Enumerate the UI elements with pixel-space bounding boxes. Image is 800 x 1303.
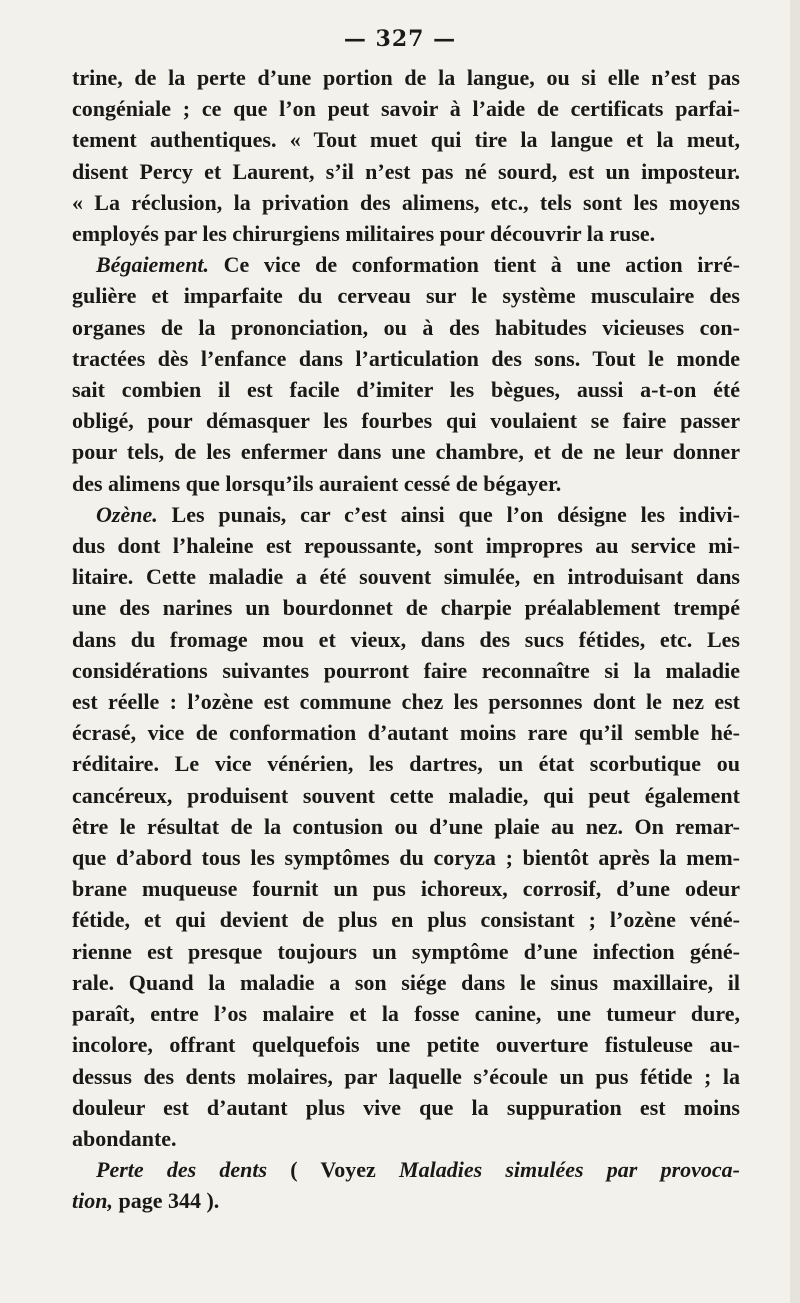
text-line: [72, 967, 740, 998]
text-line: [72, 436, 740, 467]
line-text: litaire. Cette maladie a été souvent simulée, en introduisant dans: [72, 564, 740, 590]
line-text: douleur est d’autant plus vive que la suppuration est moins: [72, 1094, 740, 1120]
line-text: cancéreux, produisent souvent cette maladie, qui peut également: [72, 782, 740, 808]
text-line: [72, 904, 740, 935]
text-line: [72, 873, 740, 904]
line-text: rale. Quand la maladie a son siége dans le sinus maxillaire, il: [72, 969, 740, 995]
text-line: [72, 468, 740, 499]
line-text: une des narines un bourdonnet de charpie préalablement trempé: [72, 595, 740, 621]
text-line: [72, 499, 740, 530]
line-text: brane muqueuse fournit un pus ichoreux, corrosif, d’une odeur: [72, 876, 740, 902]
line-text: incolore, offrant quelquefois une petite ouverture fistuleuse au-: [72, 1032, 740, 1058]
page-number: — 327 —: [343, 26, 457, 52]
text-line: [72, 1061, 740, 1092]
line-text: Les punais, car c’est ainsi que l’on désigne les indivi-: [157, 501, 740, 527]
page-edge: [790, 0, 800, 1303]
text-line: [72, 998, 740, 1029]
line-text: employés par les chirurgiens militaires pour découvrir la ruse.: [72, 221, 656, 247]
text-line: [72, 530, 740, 561]
entry-term: Perte des dents: [96, 1157, 268, 1183]
text-line: [72, 842, 740, 873]
text-line: [72, 1029, 740, 1060]
line-text: ( Voyez: [267, 1157, 400, 1183]
text-line: [72, 780, 740, 811]
text-line: [72, 561, 740, 592]
text-line: [72, 686, 740, 717]
text-line: [72, 1154, 740, 1185]
line-text: page 344 ).: [112, 1188, 220, 1214]
text-line: [72, 811, 740, 842]
text-line: [72, 1092, 740, 1123]
line-text: obligé, pour démasquer les fourbes qui voulaient se faire passer: [72, 408, 740, 434]
line-text: congéniale ; ce que l’on peut savoir à l’aide de certificats parfai-: [72, 96, 740, 122]
line-text: paraît, entre l’os malaire et la fosse canine, une tumeur dure,: [72, 1001, 740, 1027]
text-line: [72, 717, 740, 748]
entry-term: Ozène.: [96, 501, 158, 527]
line-text: tractées dès l’enfance dans l’articulation des sons. Tout le monde: [72, 345, 740, 371]
text-line: [72, 655, 740, 686]
text-line: [72, 280, 740, 311]
line-text: rienne est presque toujours un symptôme d’une infection géné-: [72, 938, 740, 964]
line-text: « La réclusion, la privation des alimens, etc., tels sont les moyens: [72, 189, 740, 215]
line-text: organes de la prononciation, ou à des habitudes vicieuses con-: [72, 314, 740, 340]
cross-reference-title: tion,: [72, 1188, 113, 1214]
line-text: réditaire. Le vice vénérien, les dartres, un état scorbutique ou: [72, 751, 740, 777]
line-text: dessus des dents molaires, par laquelle s’écoule un pus fétide ; la: [72, 1063, 740, 1089]
text-line: [72, 343, 740, 374]
text-line: [72, 405, 740, 436]
cross-reference-title: Maladies simulées par provoca-: [399, 1157, 740, 1183]
line-text: tement authentiques. « Tout muet qui tire la langue et la meut,: [72, 127, 740, 153]
text-line: [72, 748, 740, 779]
line-text: dus dont l’haleine est repoussante, sont impropres au service mi-: [72, 533, 740, 559]
text-line: [72, 1185, 740, 1216]
entry-term: Bégaiement.: [96, 252, 210, 278]
text-line: [72, 1123, 740, 1154]
line-text: considérations suivantes pourront faire reconnaître si la maladie: [72, 657, 740, 683]
text-line: [72, 62, 740, 93]
line-text: dans du fromage mou et vieux, dans des sucs fétides, etc. Les: [72, 626, 740, 652]
line-text: fétide, et qui devient de plus en plus consistant ; l’ozène véné-: [72, 907, 740, 933]
text-line: [72, 592, 740, 623]
text-line: [72, 624, 740, 655]
text-line: [72, 93, 740, 124]
line-text: sait combien il est facile d’imiter les bègues, aussi a-t-on été: [72, 377, 740, 403]
line-text: disent Percy et Laurent, s’il n’est pas né sourd, est un imposteur.: [72, 158, 740, 184]
text-line: [72, 936, 740, 967]
line-text: écrasé, vice de conformation d’autant moins rare qu’il semble hé-: [72, 720, 740, 746]
line-text: gulière et imparfaite du cerveau sur le système musculaire des: [72, 283, 740, 309]
line-text: Ce vice de conformation tient à une action irré-: [209, 252, 740, 278]
line-text: abondante.: [72, 1125, 177, 1151]
text-line: [72, 374, 740, 405]
line-text: trine, de la perte d’une portion de la langue, ou si elle n’est pas: [72, 65, 740, 90]
line-text: pour tels, de les enfermer dans une chambre, et de ne leur donner: [72, 439, 740, 465]
line-text: est réelle : l’ozène est commune chez les personnes dont le nez est: [72, 689, 740, 715]
line-text: que d’abord tous les symptômes du coryza ; bientôt après la mem-: [72, 845, 740, 871]
line-text: des alimens que lorsqu’ils auraient cessé de bégayer.: [72, 470, 562, 496]
line-text: être le résultat de la contusion ou d’une plaie au nez. On remar-: [72, 813, 740, 839]
text-line: [72, 312, 740, 343]
text-line: [72, 249, 740, 280]
body-text: [72, 62, 740, 1217]
text-line: [72, 156, 740, 187]
text-line: [72, 218, 740, 249]
text-line: [72, 124, 740, 155]
text-line: [72, 187, 740, 218]
